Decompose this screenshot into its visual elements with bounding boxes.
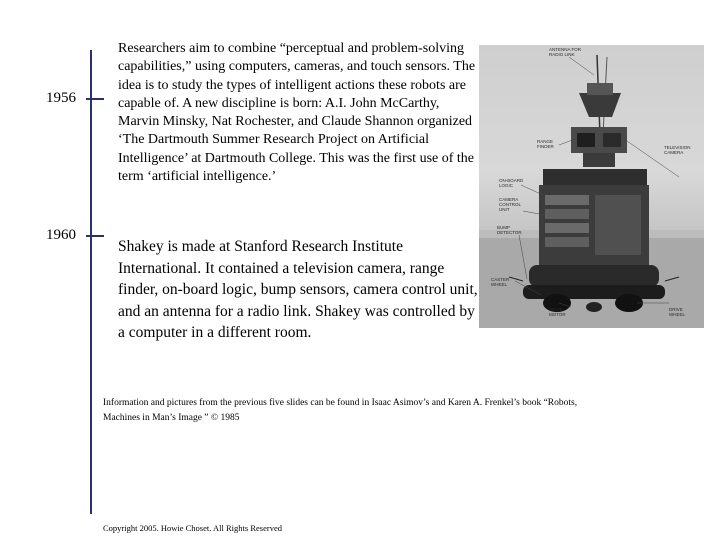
label-drive-wheel: DRIVE WHEEL [669,307,686,317]
label-range-finder: RANGE FINDER [537,139,554,149]
label-caster-wheel: CASTER WHEEL [491,277,510,287]
label-drive-motor: DRIVE MOTOR [549,307,566,317]
label-tv-camera: TELEVISION CAMERA [664,145,691,155]
year-1960: 1960 [46,227,76,243]
entry-1956-text: Researchers aim to combine “perceptual and problem-solving capabilities,” using computers, cameras, and touch sensors. The idea is to study the types of intelligent actions these robots are capable of. A new discipline is born: A.I. John McCarthy, Marvin Minsky, Nat Rochester, and Claude Shannon organized ‘The Dartmouth Summer Research Project on Artificial Intelligence’ at Dartmouth College. This was the first use of the term ‘artificial intelligence.’ [118,41,476,185]
copyright-footer: Copyright 2005. Howie Choset. All Rights Reserved [103,523,282,533]
shakey-robot-photo [479,45,704,328]
source-note: Information and pictures from the previous five slides can be found in Isaac Asimov’s and Karen A. Frenkel’s book “Robots, Machines in Man’s Image ” © 1985 [103,398,578,423]
entry-1960-text: Shakey is made at Stanford Research Institute International. It contained a television camera, range finder, on-board logic, bump sensors, camera control unit, and an antenna for a radio link. Shakey was controlled by a computer in a different room. [118,238,478,341]
label-antenna: ANTENNA FOR RADIO LINK [549,47,582,57]
tick-1956 [86,98,104,100]
label-bump-detector: BUMP DETECTOR [497,225,522,235]
label-on-board-logic: ON-BOARD LOGIC [499,178,524,188]
year-1956: 1956 [46,90,76,106]
label-camera-control: CAMERA CONTROL UNIT [499,197,522,212]
timeline-line [90,50,92,514]
tick-1960 [86,235,104,237]
